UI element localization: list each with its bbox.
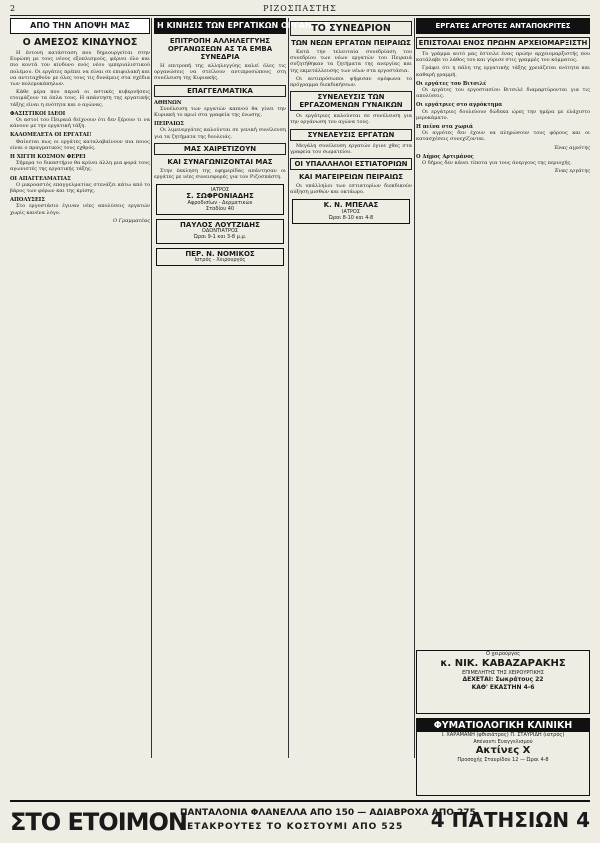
subheading: ΦΑΣΙΣΤΙΚΟΙ ΙΔΕΟΙ [10,110,66,117]
section-header-mid: ΑΓΡΟΤΕΣ [472,22,508,30]
article-paragraph: Γράφει ότι η πάλη της εργατικής τάξης χρειάζεται ενότητα και καθαρή γραμμή. [416,65,590,78]
article-paragraph: Σήμερα το δικαστήριο θα κρίνει άλλη μια φορά τους αγωνιστές της εργατικής τάξης. [10,160,150,173]
subheading: Ο Δήμος Αρτιμάνος [416,153,474,160]
ad-name: κ. ΝΙΚ. ΚΑΒΑΖΑΡΑΚΗΣ [440,657,566,669]
ad-name: Κ. Ν. ΜΠΕΛΑΣ [323,201,379,210]
physician-ad [156,248,284,266]
article-paragraph: Ο δήμος δεν κάνει τίποτα για τους άνεργους της περιοχής. [422,160,572,167]
ad-line: Ι. ΧΑΡΑΜΑΝΗ (φθισιάτρος) Π. ΣΤΑΥΡΙΔΗ (ιατρός) [441,732,565,738]
subheading: Η πείνα στα χωριά [416,124,473,131]
article-paragraph: Η επιτροπή της αλληλεγγύης καλεί όλες τις οργανώσεις να στείλουν αντιπροσώπους στη συνέλευση της Κυριακής. [154,63,286,82]
column-congress [290,18,412,758]
signature: Ο Γραμματέας [113,217,150,224]
article-title: ΕΠΑΓΓΕΛΜΑΤΙΚΑ [154,85,286,97]
ad-line: ΕΠΙΜΕΛΗΤΗΣ ΤΗΣ ΧΕΙΡΟΥΡΓΙΚΗΣ [462,669,544,676]
subheading: ΑΠΟΛΥΣΕΙΣ [10,197,45,204]
page-number: 2 [10,4,16,13]
section-header-right: ΑΝΤΑΠΟΚΡΙΤΕΣ [509,22,571,30]
ad-line: ΔΕΧΕΤΑΙ: Σωκράτους 22 [462,676,544,683]
column-rule [151,18,152,758]
article-paragraph: Κάθε μέρα που περνά οι αστικές κυβερνήσεις ετοιμάζουν τα όπλα τους. Η απάντηση της εργατικής τάξης είναι η ενότητα και ο αγώνας. [10,89,150,108]
column-editorial [10,18,150,758]
ad-line: Ιατρός - Χειρουργός [194,256,246,263]
subheading: ΠΕΙΡΑΙΩΣ [154,121,184,128]
ad-line: ΟΔΟΝΤΙΑΤΡΟΣ [201,228,239,235]
subheading: Οι εργάτριες στο αγρόκτημα [416,102,503,109]
article-paragraph: Ο μικροαστός επαγγελματίας στενάζει κάτω από το βάρος των φόρων και της κρίσης. [10,181,150,195]
surgeon-ad [416,650,590,714]
ad-line: Απέναντι Ευαγγελισμού [473,738,533,745]
ad-line: ΙΑΤΡΟΣ [210,187,230,194]
column-rule [288,18,289,758]
column-rule [414,18,415,758]
section-header: Η ΚΙΝΗΣΙΣ ΤΩΝ ΕΡΓΑΤΙΚΩΝ ΟΡΓΑΝΩΣΕΩΝ [154,18,286,34]
article-paragraph: Οι αντιπρόσωποι ψήφισαν ομόφωνα το πρόγραμμα διεκδικήσεων. [290,75,412,89]
section-header: ΤΟ ΣΥΝΕΔΡΙΟΝ [290,21,412,36]
column-labor-news [154,18,343,758]
article-title: ΟΙ ΥΠΑΛΛΗΛΟΙ ΕΣΤΙΑΤΟΡΙΩΝ [290,158,412,170]
ad-line: Αφροδισίων - Δερματικών [187,199,253,206]
article-title: ΣΥΝΕΛΕΥΣΙΣ ΤΩΝ ΕΡΓΑΖΟΜΕΝΩΝ ΓΥΝΑΙΚΩΝ [290,91,412,111]
article-paragraph: Συνέλευση των εργατών καπνού θα γίνει την Κυριακή το πρωί στα γραφεία της ένωσης. [154,105,286,119]
article-subtitle: ΚΑΙ ΣΥΝΑΓΩΝΙΖΟΝΤΑΙ ΜΑΣ [167,157,273,166]
ad-line: ΠΑΝΤΑΛΟΝΙΑ ΦΛΑΝΕΛΛΑ ΑΠΟ 150 — ΑΔΙΑΒΡΟΧΑ ΑΠΟ 275 [180,808,476,818]
ad-line: ΣΕΤΑΚΡΟΥΤΕΣ ΤΟ ΚΟΣΤΟΥΜΙ ΑΠΟ 525 [180,822,404,832]
ad-line: Ο χειρούργος [485,651,521,657]
article-paragraph: Οι λιμενεργάτες καλούνται σε γενική συνέλευση για τα ζητήματα της δουλειάς. [154,127,286,140]
ad-line: Σταδίου 40 [205,205,235,212]
dentist-ad [156,219,284,244]
subheading: Η ΧΙΓΓΗ ΚΟΣΜΟΝ ΦΕΡΕΙ [10,154,86,161]
ad-name: Σ. ΣΩΦΡΟΝΙΑΔΗΣ [186,192,254,201]
page-header [10,3,590,16]
article-subtitle: ΚΑΙ ΜΑΓΕΙΡΕΙΩΝ ΠΕΙΡΑΙΩΣ [298,173,403,182]
article-paragraph: Η έντονη κατάσταση που δημιουργείται στην Ευρώπη με τους νέους εξοπλισμούς, φέρνει όλο και πιο κοντά τον κίνδυνο ενός νέου ιμπεριαλιστικού πολέμου. Οι εργάτες πρέπει να είναι σε επιφυλακή και να αντιταχθούν με όλες τους τις δυνάμεις στα σχέδια των πολεμοκάπηλων. [10,50,150,88]
column-correspondents [416,18,590,528]
ad-line: Προσοχής Σταυρίδου 12 — Ώραι 4-8 [457,757,549,763]
article-paragraph: Μεγάλη συνέλευση εργατών έγινε χθες στα γραφεία του σωματείου. [290,142,412,155]
article-paragraph: Οι υπάλληλοι των εστιατορίων διεκδικούν αύξηση μισθών και οκτάωρο. [290,183,412,196]
signature: Ένας εργάτης [554,168,590,175]
ad-line: Ώραι 8-10 και 4-8 [328,214,374,221]
article-subtitle: ΤΩΝ ΝΕΩΝ ΕΡΓΑΤΩΝ ΠΕΙΡΑΙΩΣ [291,39,411,47]
store-address: 4 ΠΑΤΗΣΙΩΝ 4 [430,808,590,832]
article-paragraph: Το γράμμα αυτό μας έστειλε ένας πρώην αρχειομαρξιστής που κατάλαβε το λάθος του και γύρισε στις γραμμές του κόμματος. [416,51,590,64]
article-title: ΜΑΣ ΧΑΙΡΕΤΙΖΟΥΝ [154,143,286,155]
ad-line: Ακτίνες Χ [475,745,531,756]
ad-line: Ώραι 9-1 και 3-8 μ.μ. [193,234,247,241]
article-paragraph: Φαίνεται πως οι εργάτες καταλαβαίνουν πια ποιος είναι ο πραγματικός τους εχθρός. [10,138,150,151]
subheading: ΑΘΗΝΩΝ [154,99,182,106]
article-paragraph: Οι αγρότες δεν έχουν να πληρώσουν τους φόρους και οι κατασχέσεις συνεχίζονται. [416,130,590,143]
section-header: ΑΠΟ ΤΗΝ ΑΠΟΨΗ ΜΑΣ [10,18,150,34]
article-title: ΕΠΙΤΡΟΠΗ ΑΛΛΗΛΕΓΓΥΗΣ ΟΡΓΑΝΩΣΕΩΝ ΑΣ ΤΑ ΕΜΒΑ ΣΥΝΕΔΡΙΑ [167,37,273,61]
section-header [416,18,590,34]
ad-line: ΚΑΘ' ΕΚΑΣΤΗΝ 4-6 [471,683,535,691]
footer-advertisement [10,800,590,838]
store-name: ΣΤΟ ΕΤΟΙΜΟΝ [10,808,187,836]
doctor-ad [292,199,410,224]
section-header-left: ΕΡΓΑΤΕΣ [435,22,470,30]
subheading: ΟΙ ΑΠΑΓΓΕΛΜΑΤΙΑΣ [10,175,71,182]
ad-title: ΦΥΜΑΤΙΟΛΟΓΙΚΗ ΚΛΙΝΙΚΗ [417,719,589,732]
article-paragraph: Στην έκκληση της εφημερίδας απάντησαν οι εργάτες με νέες συνεισφορές για τον Ριζοσπάστη. [154,167,286,181]
signature: Ένας αγρότης [553,144,590,151]
article-paragraph: Οι εργάτες του εργοστασίου Βιτσιλέ διαμαρτύρονται για τις απολύσεις. [416,87,590,100]
subheading: ΚΑΛΟΜΕΛΕΤΑ ΟΙ ΕΡΓΑΤΑΙ! [10,132,92,139]
article-paragraph: Οι εργάτριες δουλεύουν δώδεκα ώρες την ημέρα με ελάχιστο μεροκάματο. [416,108,590,121]
article-title: Ο ΑΜΕΣΟΣ ΚΙΝΔΥΝΟΣ [22,37,138,48]
article-paragraph: Κατά την τελευταία συνεδρίαση του συνεδρίου των νέων εργατών του Πειραιά συζητήθηκαν τα ζητήματα της ανεργίας και της εκμετάλλευσης των νέων στα εργοστάσια. [290,49,412,74]
ad-name: ΠΑΥΛΟΣ ΛΟΥΤΖΙΔΗΣ [180,221,260,230]
ad-line: ΙΑΤΡΟΣ [341,208,361,215]
ad-name: ΠΕΡ. Ν. ΝΟΜΙΚΟΣ [185,249,255,258]
article-paragraph: Οι αστοί του Πειραιά δείχνουν ότι δεν ξέρουν τι να κάνουν με την εργατική τάξη. [10,117,150,130]
article-paragraph: Στο εργοστάσιο έγιναν νέες απολύσεις εργατών χωρίς κανένα λόγο. [10,203,150,216]
article-title: ΕΠΙΣΤΟΛΑΙ ΕΝΟΣ ΠΡΩΗΝ ΑΡΧΕΙΟΜΑΡΞΙΣΤΗ [416,37,590,49]
subheading: Οι εργάτες του Βιτσιλέ [416,80,487,87]
article-title: ΣΥΝΕΛΕΥΣΙΣ ΕΡΓΑΤΩΝ [290,129,412,141]
doctor-ad [156,184,284,215]
clinic-ad [416,718,590,796]
article-paragraph: Οι εργάτριες καλούνται σε συνέλευση για την οργάνωση του αγώνα τους. [290,113,412,126]
masthead: ΡΙΖΟΣΠΑΣΤΗΣ [263,4,337,13]
